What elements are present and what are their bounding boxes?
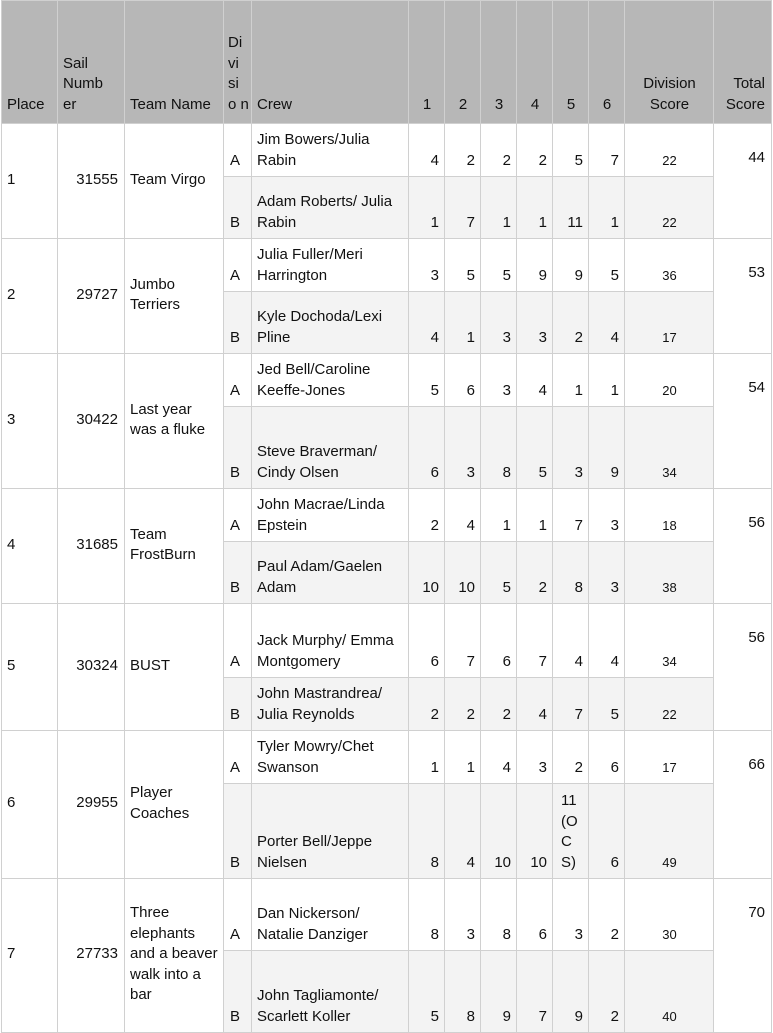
header-race-5: 5 [553,1,589,124]
race-4-cell: 2 [517,124,553,177]
division-cell: B [224,951,252,1033]
division-cell: B [224,784,252,879]
race-6-cell: 3 [589,489,625,542]
race-2-cell: 1 [445,731,481,784]
race-4-cell: 9 [517,239,553,292]
crew-cell: John Tagliamonte/ Scarlett Koller [252,951,409,1033]
race-1-cell: 2 [409,678,445,731]
team-name-cell: Team FrostBurn [125,489,224,604]
race-2-cell: 2 [445,678,481,731]
race-6-cell: 5 [589,678,625,731]
race-1-cell: 6 [409,604,445,678]
place-cell: 7 [2,879,58,1033]
race-2-cell: 4 [445,489,481,542]
race-3-cell: 9 [481,951,517,1033]
race-6-cell: 9 [589,407,625,489]
race-6-cell: 6 [589,731,625,784]
division-score-cell: 17 [625,731,714,784]
race-6-cell: 2 [589,879,625,951]
race-1-cell: 8 [409,784,445,879]
crew-cell: Steve Braverman/ Cindy Olsen [252,407,409,489]
race-5-cell: 3 [553,407,589,489]
crew-cell: Dan Nickerson/ Natalie Danziger [252,879,409,951]
header-place: Place [2,1,58,124]
crew-cell: Jack Murphy/ Emma Montgomery [252,604,409,678]
race-5-cell: 3 [553,879,589,951]
total-score-cell: 70 [714,879,772,1033]
total-score-cell: 66 [714,731,772,879]
header-total-score: Total Score [714,1,772,124]
race-5-cell: 9 [553,239,589,292]
race-5-cell: 2 [553,292,589,354]
results-table [1,0,772,1033]
total-score-cell: 56 [714,489,772,604]
race-3-cell: 2 [481,124,517,177]
race-5-cell: 7 [553,489,589,542]
race-6-cell: 4 [589,292,625,354]
race-3-cell: 8 [481,879,517,951]
sail-number-cell: 29955 [58,731,125,879]
race-3-cell: 3 [481,354,517,407]
race-5-cell: 9 [553,951,589,1033]
race-4-cell: 3 [517,292,553,354]
place-cell: 6 [2,731,58,879]
header-division-score: Division Score [625,1,714,124]
place-cell: 1 [2,124,58,239]
table-row [2,879,772,951]
race-1-cell: 2 [409,489,445,542]
division-cell: B [224,407,252,489]
sail-number-cell: 30422 [58,354,125,489]
division-cell: A [224,489,252,542]
race-1-cell: 8 [409,879,445,951]
header-sail-number: Sail Numb er [58,1,125,124]
race-1-cell: 1 [409,177,445,239]
header-race-4: 4 [517,1,553,124]
race-3-cell: 6 [481,604,517,678]
race-5-cell: 7 [553,678,589,731]
race-1-cell: 3 [409,239,445,292]
header-race-6: 6 [589,1,625,124]
race-5-cell: 1 [553,354,589,407]
race-3-cell: 10 [481,784,517,879]
race-2-cell: 1 [445,292,481,354]
team-name-cell: Player Coaches [125,731,224,879]
header-crew: Crew [252,1,409,124]
race-4-cell: 4 [517,354,553,407]
table-row [2,489,772,542]
division-score-cell: 20 [625,354,714,407]
race-4-cell: 2 [517,542,553,604]
team-name-cell: Three elephants and a beaver walk into a bar [125,879,224,1033]
race-4-cell: 7 [517,951,553,1033]
crew-cell: Julia Fuller/Meri Harrington [252,239,409,292]
race-3-cell: 4 [481,731,517,784]
race-3-cell: 8 [481,407,517,489]
header-race-3: 3 [481,1,517,124]
race-4-cell: 10 [517,784,553,879]
race-3-cell: 5 [481,239,517,292]
race-2-cell: 2 [445,124,481,177]
crew-cell: Jed Bell/Caroline Keeffe-Jones [252,354,409,407]
crew-cell: Jim Bowers/Julia Rabin [252,124,409,177]
race-5-cell: 11 (OCS) [553,784,589,879]
race-6-cell: 5 [589,239,625,292]
crew-cell: John Mastrandrea/ Julia Reynolds [252,678,409,731]
race-1-cell: 6 [409,407,445,489]
team-name-cell: Last year was a fluke [125,354,224,489]
race-1-cell: 1 [409,731,445,784]
race-3-cell: 3 [481,292,517,354]
division-cell: A [224,124,252,177]
race-4-cell: 6 [517,879,553,951]
race-5-cell: 5 [553,124,589,177]
division-cell: A [224,354,252,407]
results-body [2,124,772,1033]
race-2-cell: 6 [445,354,481,407]
header-division: Di vi si o n [224,1,252,124]
place-cell: 3 [2,354,58,489]
team-name-cell: Team Virgo [125,124,224,239]
header-race-2: 2 [445,1,481,124]
place-cell: 4 [2,489,58,604]
total-score-cell: 54 [714,354,772,489]
race-1-cell: 10 [409,542,445,604]
race-4-cell: 1 [517,489,553,542]
sail-number-cell: 30324 [58,604,125,731]
table-row [2,124,772,177]
race-5-cell: 8 [553,542,589,604]
race-2-cell: 5 [445,239,481,292]
division-score-cell: 49 [625,784,714,879]
race-2-cell: 3 [445,879,481,951]
race-1-cell: 5 [409,354,445,407]
race-6-cell: 1 [589,354,625,407]
division-cell: A [224,604,252,678]
division-score-cell: 22 [625,124,714,177]
table-row [2,239,772,292]
division-cell: A [224,239,252,292]
total-score-cell: 44 [714,124,772,239]
race-2-cell: 3 [445,407,481,489]
division-cell: A [224,731,252,784]
sail-number-cell: 29727 [58,239,125,354]
race-4-cell: 3 [517,731,553,784]
race-3-cell: 2 [481,678,517,731]
sail-number-cell: 27733 [58,879,125,1033]
crew-cell: Paul Adam/Gaelen Adam [252,542,409,604]
sail-number-cell: 31555 [58,124,125,239]
division-score-cell: 40 [625,951,714,1033]
division-cell: B [224,177,252,239]
table-row [2,731,772,784]
total-score-cell: 56 [714,604,772,731]
team-name-cell: Jumbo Terriers [125,239,224,354]
team-name-cell: BUST [125,604,224,731]
race-5-cell: 2 [553,731,589,784]
crew-cell: Tyler Mowry/Chet Swanson [252,731,409,784]
total-score-cell: 53 [714,239,772,354]
race-4-cell: 7 [517,604,553,678]
race-6-cell: 2 [589,951,625,1033]
division-score-cell: 34 [625,407,714,489]
division-cell: A [224,879,252,951]
race-1-cell: 5 [409,951,445,1033]
crew-cell: John Macrae/Linda Epstein [252,489,409,542]
division-score-cell: 38 [625,542,714,604]
race-1-cell: 4 [409,124,445,177]
race-4-cell: 5 [517,407,553,489]
place-cell: 2 [2,239,58,354]
race-6-cell: 1 [589,177,625,239]
division-score-cell: 17 [625,292,714,354]
race-2-cell: 8 [445,951,481,1033]
table-row [2,354,772,407]
division-score-cell: 22 [625,678,714,731]
race-5-cell: 11 [553,177,589,239]
sail-number-cell: 31685 [58,489,125,604]
race-4-cell: 1 [517,177,553,239]
crew-cell: Kyle Dochoda/Lexi Pline [252,292,409,354]
race-1-cell: 4 [409,292,445,354]
division-score-cell: 30 [625,879,714,951]
race-2-cell: 7 [445,177,481,239]
race-2-cell: 7 [445,604,481,678]
race-6-cell: 6 [589,784,625,879]
race-6-cell: 4 [589,604,625,678]
table-row [2,604,772,678]
division-cell: B [224,678,252,731]
division-cell: B [224,542,252,604]
race-3-cell: 1 [481,489,517,542]
division-score-cell: 34 [625,604,714,678]
division-cell: B [224,292,252,354]
division-score-cell: 22 [625,177,714,239]
crew-cell: Adam Roberts/ Julia Rabin [252,177,409,239]
race-4-cell: 4 [517,678,553,731]
header-team-name: Team Name [125,1,224,124]
division-score-cell: 18 [625,489,714,542]
crew-cell: Porter Bell/Jeppe Nielsen [252,784,409,879]
race-5-cell: 4 [553,604,589,678]
header-race-1: 1 [409,1,445,124]
race-3-cell: 1 [481,177,517,239]
header-row [2,1,772,124]
race-6-cell: 3 [589,542,625,604]
division-score-cell: 36 [625,239,714,292]
race-3-cell: 5 [481,542,517,604]
race-6-cell: 7 [589,124,625,177]
race-2-cell: 4 [445,784,481,879]
place-cell: 5 [2,604,58,731]
race-2-cell: 10 [445,542,481,604]
